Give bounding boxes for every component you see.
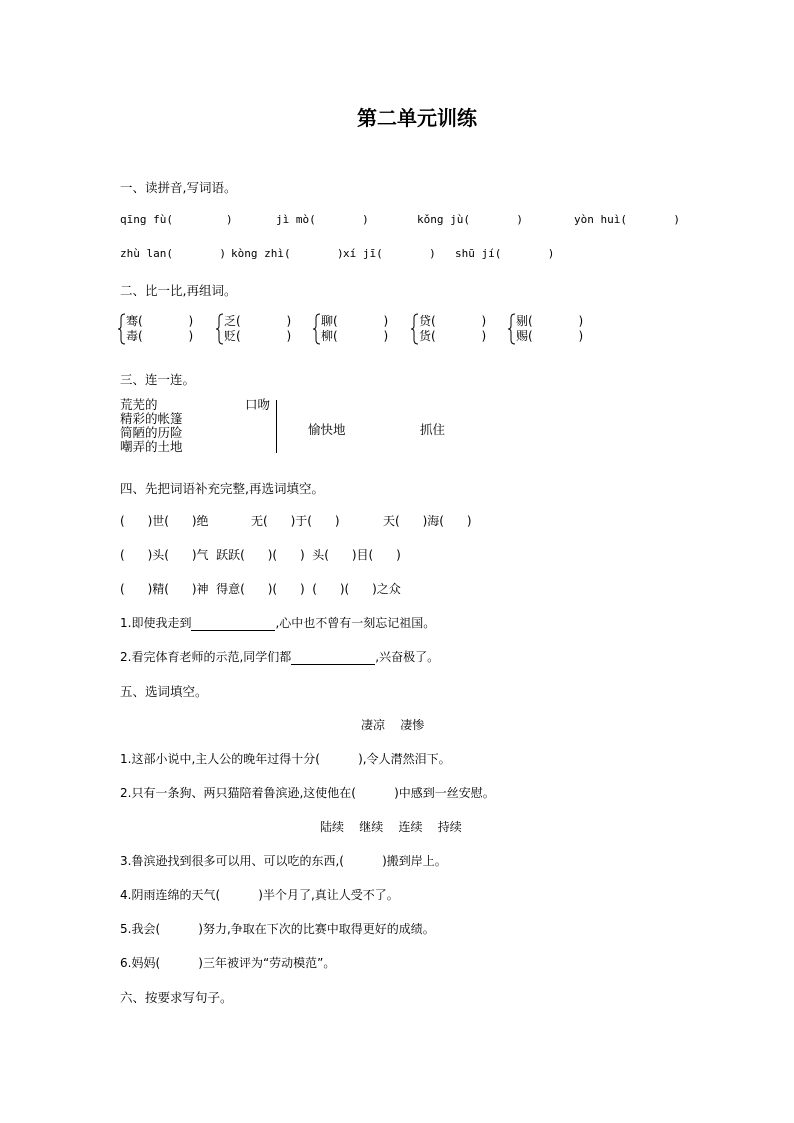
compare-word-top: 骞( ): [126, 314, 194, 328]
pinyin-item: kòng zhì( ): [231, 247, 344, 260]
compare-word-bottom: 贬( ): [224, 329, 292, 343]
page-title: 第二单元训练: [357, 106, 477, 130]
match-mid-item: 口吻: [245, 397, 271, 412]
idiom-item: ( )世( )绝: [120, 514, 209, 528]
match-left-item: 精彩的帐篷: [120, 411, 183, 426]
fill-question: 2.只有一条狗、两只猫陪着鲁滨逊,这使他在( )中感到一丝安慰。: [120, 786, 495, 800]
answer-blank[interactable]: [291, 663, 375, 665]
compare-word-top: 剔( ): [516, 314, 584, 328]
fill-question: [120, 614, 435, 631]
section-2-heading: 二、比一比,再组词。: [120, 283, 237, 298]
question-text: ,兴奋极了。: [375, 650, 440, 664]
compare-word-bottom: 赐( ): [516, 329, 584, 343]
pinyin-item: yòn huì( ): [574, 213, 680, 226]
section-5-heading: 五、选词填空。: [120, 684, 208, 699]
question-text: 1.即使我走到: [120, 616, 192, 630]
fill-question: 1.这部小说中,主人公的晚年过得十分( ),令人潸然泪下。: [120, 752, 451, 766]
word-choices: 凄凉 凄惨: [361, 718, 425, 732]
match-left-item: 嘲弄的土地: [120, 439, 183, 454]
question-text: ,心中也不曾有一刻忘记祖国。: [275, 616, 436, 630]
idiom-row: ( )头( )气 跃跃( )( ) 头( )目( ): [120, 548, 401, 562]
pinyin-item: jì mò( ): [276, 213, 369, 226]
idiom-row: ( )精( )神 得意( )( ) ( )( )之众: [120, 582, 401, 596]
section-1-heading: 一、读拼音,写词语。: [120, 180, 237, 195]
fill-question: [120, 648, 439, 665]
fill-question: 3.鲁滨逊找到很多可以用、可以吃的东西,( )搬到岸上。: [120, 854, 447, 868]
idiom-item: 天( )海( ): [383, 514, 472, 528]
compare-word-bottom: 柳( ): [321, 329, 389, 343]
brace-icon: [313, 313, 321, 345]
answer-blank[interactable]: [191, 629, 275, 631]
divider-line: [276, 400, 277, 453]
pinyin-item: xí jī( ): [343, 247, 436, 260]
match-right-item: 抓住: [420, 422, 446, 437]
section-4-heading: 四、先把词语补充完整,再选词填空。: [120, 481, 324, 496]
match-left-item: 荒芜的: [120, 397, 158, 412]
brace-icon: [508, 313, 516, 345]
idiom-item: 无( )于( ): [251, 514, 340, 528]
pinyin-item: shū jí( ): [455, 247, 555, 260]
pinyin-item: zhù lan( ): [120, 247, 226, 260]
fill-question: 5.我会( )努力,争取在下次的比赛中取得更好的成绩。: [120, 922, 435, 936]
compare-word-bottom: 毒( ): [126, 329, 194, 343]
pinyin-item: kǒng jù( ): [417, 213, 523, 226]
match-right-item: 愉快地: [308, 422, 346, 437]
fill-question: 6.妈妈( )三年被评为“劳动模范”。: [120, 956, 336, 970]
match-left-item: 简陋的历险: [120, 425, 183, 440]
compare-word-top: 聊( ): [321, 314, 389, 328]
compare-word-top: 贷( ): [419, 314, 487, 328]
fill-question: 4.阴雨连绵的天气( )半个月了,真让人受不了。: [120, 888, 399, 902]
brace-icon: [118, 313, 126, 345]
question-text: 2.看完体育老师的示范,同学们都: [120, 650, 292, 664]
brace-icon: [216, 313, 224, 345]
brace-icon: [411, 313, 419, 345]
section-3-heading: 三、连一连。: [120, 372, 196, 387]
compare-word-top: 乏( ): [224, 314, 292, 328]
compare-word-bottom: 货( ): [419, 329, 487, 343]
section-6-heading: 六、按要求写句子。: [120, 990, 233, 1005]
word-choices: 陆续 继续 连续 持续: [320, 820, 462, 834]
pinyin-item: qīng fù( ): [120, 213, 233, 226]
